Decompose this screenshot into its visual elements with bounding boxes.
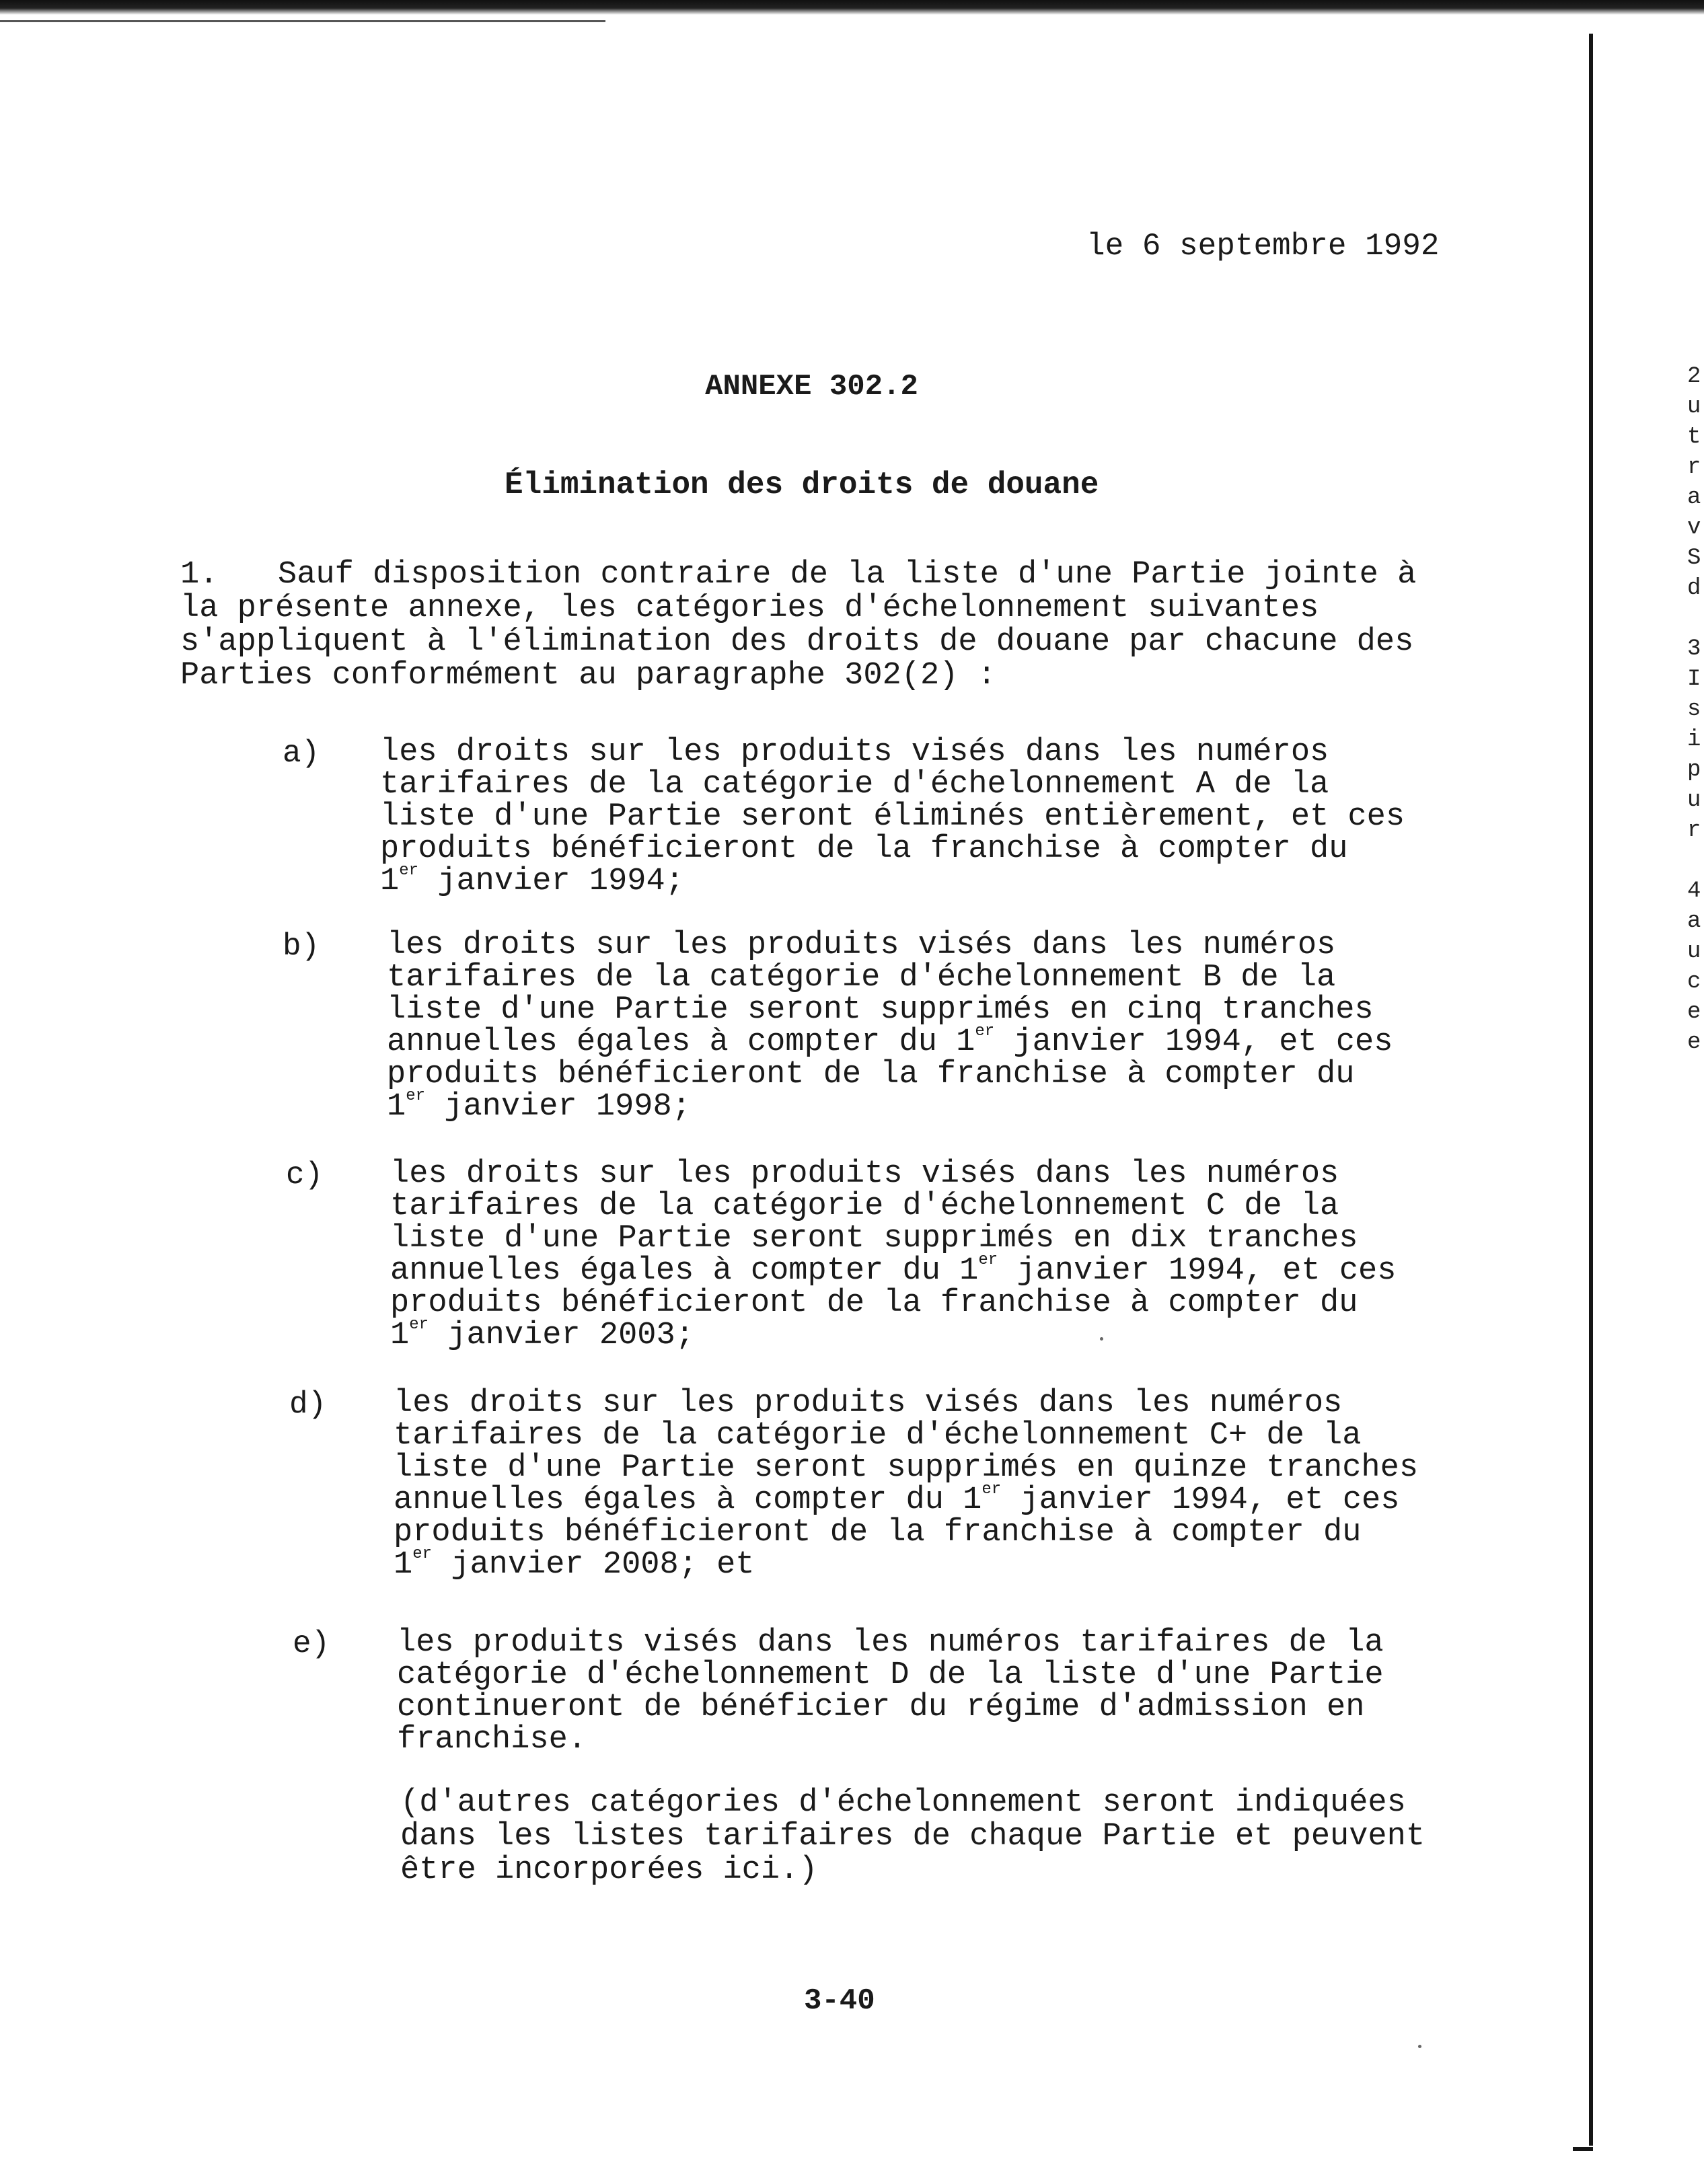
intro-paragraph-line-4: Parties conformément au paragraphe 302(2) : [180,658,996,693]
list-item-line: tarifaires de la catégorie d'échelonnement C de la [390,1189,1339,1224]
list-item-label: c) [286,1158,324,1193]
list-item-label: d) [289,1387,327,1422]
margin-letter: v [1687,515,1701,541]
intro-paragraph [180,558,1526,693]
list-item-line: les droits sur les produits visés dans les numéros [390,1156,1339,1192]
list-item-line: les droits sur les produits visés dans les numéros [380,735,1329,770]
ordinal-suffix: er [409,1316,429,1334]
margin-letter: i [1687,727,1701,753]
margin-letter: u [1687,394,1701,420]
list-item-line: les droits sur les produits visés dans les numéros [387,928,1336,963]
paragraph-number: 1. [180,557,219,593]
margin-letter: r [1687,455,1701,480]
list-item-text: janvier 2003; [429,1318,694,1353]
list-item-body [394,1388,1537,1581]
annex-title [0,370,1704,404]
margin-letter: s [1687,697,1701,722]
list-item-line: les droits sur les produits visés dans les numéros [394,1386,1343,1421]
list-item-line: tarifaires de la catégorie d'échelonnement B de la [387,960,1336,995]
list-item-text: annuelles égales à compter du 1 [390,1253,979,1289]
page-gutter-line [1589,34,1593,2146]
list-item-line: liste d'une Partie seront éliminés entièrement, et ces [380,799,1405,835]
list-item-text: annuelles égales à compter du 1 [394,1482,982,1518]
margin-letter [1687,604,1704,634]
list-item-line [390,1251,1534,1289]
ordinal-suffix: er [981,1480,1002,1499]
margin-letter [1687,846,1704,876]
ordinal-suffix: er [412,1545,433,1563]
list-item-line: les produits visés dans les numéros tarifaires de la [397,1625,1384,1661]
list-item-line: tarifaires de la catégorie d'échelonnement A de la [380,767,1329,802]
ordinal-number: 1 [380,864,400,899]
page-number: 3-40 [804,1984,875,2018]
scan-speck [1100,1337,1103,1341]
list-item-line: continueront de bénéficier du régime d'admission en [397,1690,1365,1725]
list-item-text: annuelles égales à compter du 1 [387,1024,975,1060]
list-item-line: franchise. [397,1722,587,1758]
list-item-line [387,1087,1530,1125]
document-date: le 6 septembre 1992 [1086,229,1440,264]
note-line: être incorporées ici.) [400,1852,818,1888]
scan-edge-line [0,20,605,22]
list-item-line: produits bénéficieront de la franchise à compter du [387,1057,1355,1092]
list-item-line: produits bénéficieront de la franchise à compter du [394,1515,1362,1550]
ordinal-suffix: er [406,1087,426,1105]
list-item-text: janvier 1994, et ces [1001,1482,1400,1518]
margin-letter: a [1687,485,1701,511]
list-item-text: janvier 1994, et ces [994,1024,1393,1060]
note-line: (d'autres catégories d'échelonnement seront indiquées [400,1785,1406,1821]
list-item-body [380,737,1524,898]
ordinal-number: 1 [390,1318,410,1353]
list-item-line [394,1545,1537,1583]
margin-letter: u [1687,788,1701,813]
page-gutter-foot [1573,2147,1593,2151]
list-item-line: liste d'une Partie seront supprimés en cinq tranches [387,992,1374,1028]
editorial-note [400,1786,1544,1887]
list-item-line: liste d'une Partie seront supprimés en quinze tranches [394,1450,1419,1486]
list-item-body [387,930,1530,1123]
list-item-body [397,1627,1541,1756]
note-line: dans les listes tarifaires de chaque Partie et peuvent [400,1819,1425,1854]
document-subtitle: Élimination des droits de douane [505,467,1099,502]
intro-paragraph-line-2: la présente annexe, les catégories d'échelonnement suivantes [180,591,1319,626]
list-item-line: liste d'une Partie seront supprimés en dix tranches [390,1221,1358,1256]
margin-letter: 3 [1687,636,1701,662]
margin-letter: t [1687,424,1701,450]
list-item-label: a) [283,736,320,771]
margin-letter: e [1687,1030,1701,1055]
list-item-line [387,1022,1530,1060]
margin-letter: c [1687,969,1701,995]
list-item-label: b) [283,929,320,964]
list-item-line [394,1480,1537,1518]
margin-letter: 4 [1687,878,1701,904]
list-item-line: catégorie d'échelonnement D de la liste d'une Partie [397,1657,1384,1693]
scan-speck [1418,2045,1421,2048]
list-item-body [390,1158,1534,1352]
ordinal-suffix: er [978,1251,998,1269]
list-item-text: janvier 2008; et [432,1547,755,1583]
margin-letter: u [1687,939,1701,965]
list-item-label: e) [293,1626,330,1661]
ordinal-number: 1 [387,1089,406,1125]
intro-line-text: Sauf disposition contraire de la liste d'une Partie jointe à [278,557,1417,593]
margin-letter: I [1687,667,1701,692]
margin-letter: 2 [1687,364,1701,389]
list-item-text: janvier 1994, et ces [998,1253,1397,1289]
margin-letter: e [1687,1000,1701,1025]
list-item-line: produits bénéficieront de la franchise à compter du [390,1285,1358,1321]
margin-letter: S [1687,545,1701,571]
list-item-text: janvier 1998; [425,1089,691,1125]
ordinal-suffix: er [975,1022,995,1041]
list-item-text: janvier 1994; [418,864,684,899]
adjacent-page-margin-text [1687,362,1704,1058]
list-item-line [380,862,1524,899]
ordinal-suffix: er [399,862,419,880]
intro-paragraph-line-3: s'appliquent à l'élimination des droits de douane par chacune des [180,624,1414,660]
list-item-line [390,1316,1534,1353]
margin-letter: d [1687,576,1701,601]
list-item-line: tarifaires de la catégorie d'échelonnement C+ de la [394,1418,1362,1454]
margin-letter: a [1687,909,1701,934]
scan-top-edge [0,0,1704,15]
margin-letter: r [1687,818,1701,843]
margin-letter: p [1687,757,1701,783]
ordinal-number: 1 [394,1547,413,1583]
list-item-line: produits bénéficieront de la franchise à compter du [380,831,1348,867]
intro-paragraph-line-1 [180,558,1526,592]
annex-title-text: ANNEXE 302.2 [705,370,918,404]
